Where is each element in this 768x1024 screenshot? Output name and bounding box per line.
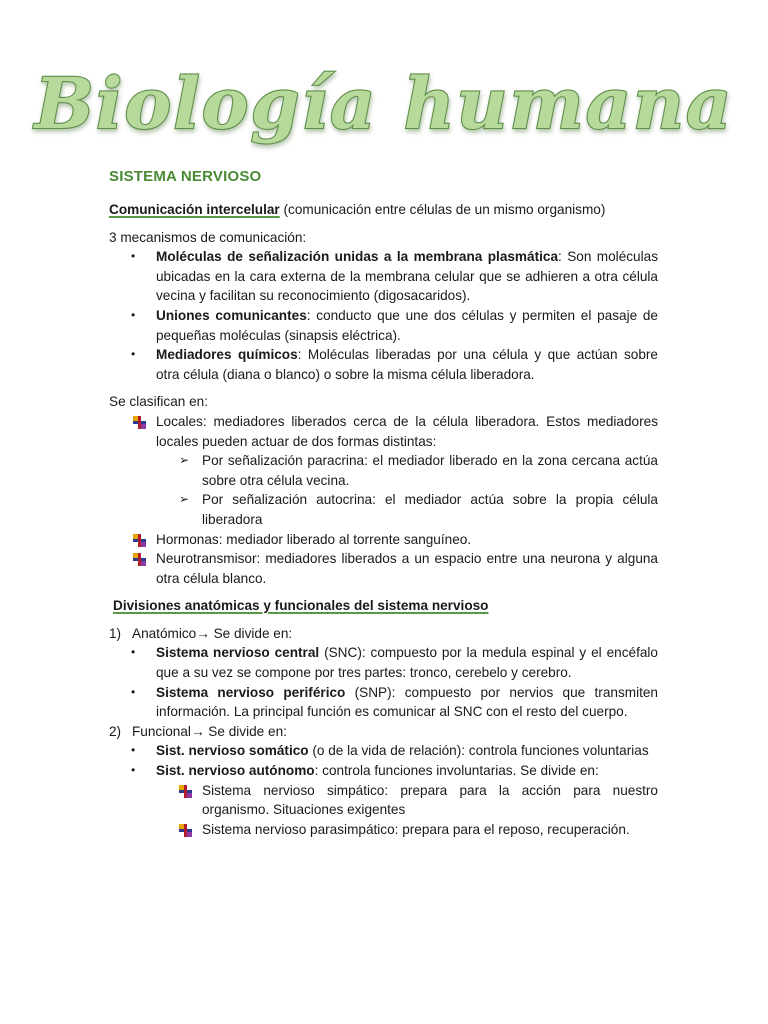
item-text: : controla funciones involuntarias. Se divide en: [314,763,599,779]
comm-heading: Comunicación intercelular [109,202,280,217]
item-text: Neurotransmisor: mediadores liberados a un espacio entre una neurona y alguna otra célula blanco. [156,551,658,586]
numbered-item [109,624,658,644]
arrow-marker: ➢ [179,492,190,507]
four-color-cross-icon [179,784,192,804]
item-term: Uniones comunicantes [156,307,307,323]
item-text: Sistema nervioso simpático: prepara para la acción para nuestro organismo. Situaciones exigentes [202,782,658,818]
item-text: : conducto que une dos células y permiten el pasaje de pequeñas moléculas (sinapsis eléctrica). [156,307,658,343]
bullet-marker: • [131,307,136,322]
item-text: : Son moléculas ubicadas en la cara externa de la membrana celular que se adhieren a otra célula vecina y facilitan su reconocimiento (digosacaridos). [156,249,658,304]
item-text: (SNP): compuesto por nervios que transmiten información. La principal función es comunicar al SNC con el resto del cuerpo. [156,684,658,720]
four-color-cross-icon [133,552,146,572]
list-item [109,643,658,682]
divisions-heading-line [109,596,658,616]
bullet-marker: • [131,249,136,264]
item-text: (o de la vida de relación): controla funciones voluntarias [308,743,649,759]
divisions-heading: Divisiones anatómicas y funcionales del sistema nervioso [113,598,489,614]
numbered-item [109,722,658,742]
item-text: Funcional→ Se divide en: [132,723,287,739]
item-term: Moléculas de señalización unidas a la membrana plasmática [156,249,559,265]
item-number: 1) [109,625,122,641]
page-title: Biología humana [34,62,734,145]
bullet-marker: • [131,763,136,778]
classify-intro: Se clasifican en: [109,394,208,410]
list-item [109,306,658,345]
list-item [109,820,658,840]
item-term: Sistema nervioso central [156,645,320,661]
item-term: Sist. nervioso somático [156,743,309,759]
item-text: Por señalización autocrina: el mediador actúa sobre la propia célula liberadora [202,492,658,527]
list-item [109,345,658,384]
list-item [109,683,658,722]
bullet-marker: • [131,347,136,362]
item-text: : Moléculas liberadas por una célula y que actúan sobre otra célula (diana o blanco) o sobre la misma célula liberadora. [156,347,658,382]
list-item [109,781,658,820]
list-item [109,530,658,550]
item-text: Sistema nervioso parasimpático: prepara para el reposo, recuperación. [202,821,630,837]
comm-heading-rest: (comunicación entre células de un mismo organismo) [279,202,606,217]
list-item [109,247,658,306]
item-text: Por señalización paracrina: el mediador liberado en la zona cercana actúa sobre otra célula vecina. [202,453,658,488]
four-color-cross-icon [179,823,192,843]
comm-heading-line [109,200,658,220]
mechanisms-intro: 3 mecanismos de comunicación: [109,229,307,245]
list-item [109,549,658,588]
arrow-marker: ➢ [179,453,190,468]
list-item [109,741,658,761]
document-body [109,200,658,839]
item-text: (SNC): compuesto por la medula espinal y el encéfalo que a su vez se compone por tres partes: tronco, cerebelo y cerebro. [156,645,658,681]
item-text: Hormonas: mediador liberado al torrente sanguíneo. [156,531,472,547]
list-item [109,412,658,451]
item-term: Mediadores químicos [156,347,298,363]
section-title: SISTEMA NERVIOSO [109,168,262,185]
title-graphic [0,52,768,152]
list-item [109,761,658,781]
title-banner [0,52,768,152]
item-text: Anatómico→ Se divide en: [132,625,293,641]
item-term: Sist. nervioso autónomo [156,763,315,779]
item-number: 2) [109,723,122,739]
item-text: Locales: mediadores liberados cerca de la célula liberadora. Estos mediadores locales pueden actuar de dos formas distintas: [156,413,658,449]
item-term: Sistema nervioso periférico [156,684,346,700]
list-item [109,451,658,490]
bullet-marker: • [131,743,136,758]
bullet-marker: • [131,645,136,660]
four-color-cross-icon [133,415,146,435]
list-item [109,490,658,529]
bullet-marker: • [131,684,136,699]
